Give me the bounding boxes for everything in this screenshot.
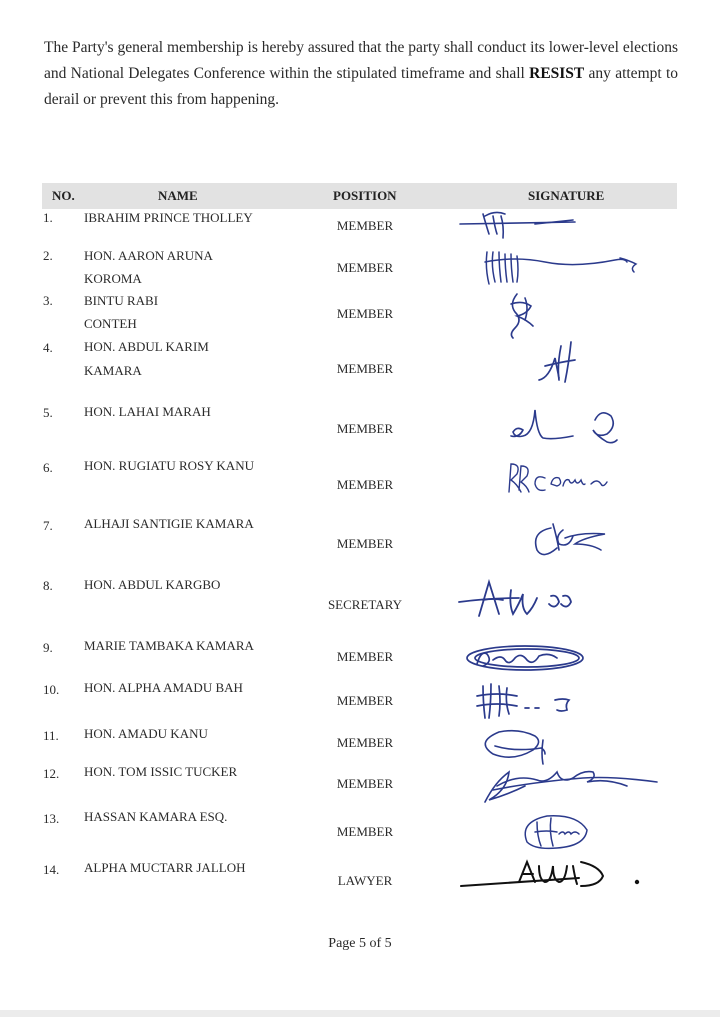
row-8-no: 8. xyxy=(43,578,53,593)
row-14-no: 14. xyxy=(43,862,60,877)
header-signature: SIGNATURE xyxy=(528,188,605,203)
intro-text-after: any attempt to derail or prevent this from happening. xyxy=(44,65,679,108)
row-13-signature xyxy=(455,808,665,856)
row-13-no: 13. xyxy=(43,811,60,826)
row-10-no: 10. xyxy=(43,682,60,697)
row-9-no: 9. xyxy=(43,640,53,655)
row-6-name: HON. RUGIATU ROSY KANU xyxy=(84,458,254,473)
row-13-position: MEMBER xyxy=(336,824,394,839)
header-position: POSITION xyxy=(333,188,397,203)
row-10-name: HON. ALPHA AMADU BAH xyxy=(84,680,243,695)
row-7-name: ALHAJI SANTIGIE KAMARA xyxy=(84,516,254,531)
row-1-position: MEMBER xyxy=(336,218,394,233)
row-3-name-line1: BINTU RABI xyxy=(84,293,159,308)
row-14-signature xyxy=(455,852,665,900)
row-11-name: HON. AMADU KANU xyxy=(84,726,208,741)
row-2-name-line2: KOROMA xyxy=(84,271,142,286)
row-3-signature xyxy=(455,290,665,338)
row-8-position: SECRETARY xyxy=(327,597,403,612)
row-13-name: HASSAN KAMARA ESQ. xyxy=(84,809,228,824)
row-7-no: 7. xyxy=(43,518,53,533)
row-9-position: MEMBER xyxy=(336,649,394,664)
intro-text-before: The Party's general membership is hereby assured that the party shall conduct its lower-level elections and National Delegates Conference within the stipulated timeframe and shall xyxy=(44,39,678,82)
row-1-no: 1. xyxy=(43,210,53,225)
page-bottom-edge xyxy=(0,1010,720,1017)
row-2-signature xyxy=(455,244,665,292)
row-10-position: MEMBER xyxy=(336,693,394,708)
row-3-position: MEMBER xyxy=(336,306,394,321)
row-12-no: 12. xyxy=(43,766,60,781)
row-14-position: LAWYER xyxy=(337,873,393,888)
row-5-position: MEMBER xyxy=(336,421,394,436)
row-5-name: HON. LAHAI MARAH xyxy=(84,404,211,419)
row-6-position: MEMBER xyxy=(336,477,394,492)
row-10-signature xyxy=(455,678,665,726)
row-3-name-line2: CONTEH xyxy=(84,316,137,331)
row-2-position: MEMBER xyxy=(336,260,394,275)
row-12-signature xyxy=(455,762,665,810)
intro-bold-word: RESIST xyxy=(529,65,585,82)
header-name: NAME xyxy=(158,188,198,203)
row-11-signature xyxy=(455,720,665,768)
row-12-name: HON. TOM ISSIC TUCKER xyxy=(84,764,238,779)
row-4-no: 4. xyxy=(43,340,53,355)
row-3-no: 3. xyxy=(43,293,53,308)
row-4-signature xyxy=(455,340,665,388)
row-7-signature xyxy=(455,516,665,564)
row-1-name: IBRAHIM PRINCE THOLLEY xyxy=(84,210,253,225)
row-6-no: 6. xyxy=(43,460,53,475)
row-5-signature xyxy=(455,400,665,448)
header-no: NO. xyxy=(52,188,75,203)
row-12-position: MEMBER xyxy=(336,776,394,791)
row-2-name-line1: HON. AARON ARUNA xyxy=(84,248,213,263)
page-number: Page 5 of 5 xyxy=(328,936,392,951)
row-14-name: ALPHA MUCTARR JALLOH xyxy=(84,860,246,875)
row-8-signature xyxy=(455,576,665,624)
intro-paragraph xyxy=(44,35,678,113)
row-5-no: 5. xyxy=(43,405,53,420)
row-8-name: HON. ABDUL KARGBO xyxy=(84,577,221,592)
row-9-signature xyxy=(455,636,665,684)
row-11-position: MEMBER xyxy=(336,735,394,750)
row-4-name-line1: HON. ABDUL KARIM xyxy=(84,339,209,354)
row-11-no: 11. xyxy=(43,728,59,743)
row-7-position: MEMBER xyxy=(336,536,394,551)
row-4-position: MEMBER xyxy=(336,361,394,376)
row-9-name: MARIE TAMBAKA KAMARA xyxy=(84,638,254,653)
row-4-name-line2: KAMARA xyxy=(84,363,142,378)
row-6-signature xyxy=(455,456,665,504)
row-2-no: 2. xyxy=(43,248,53,263)
